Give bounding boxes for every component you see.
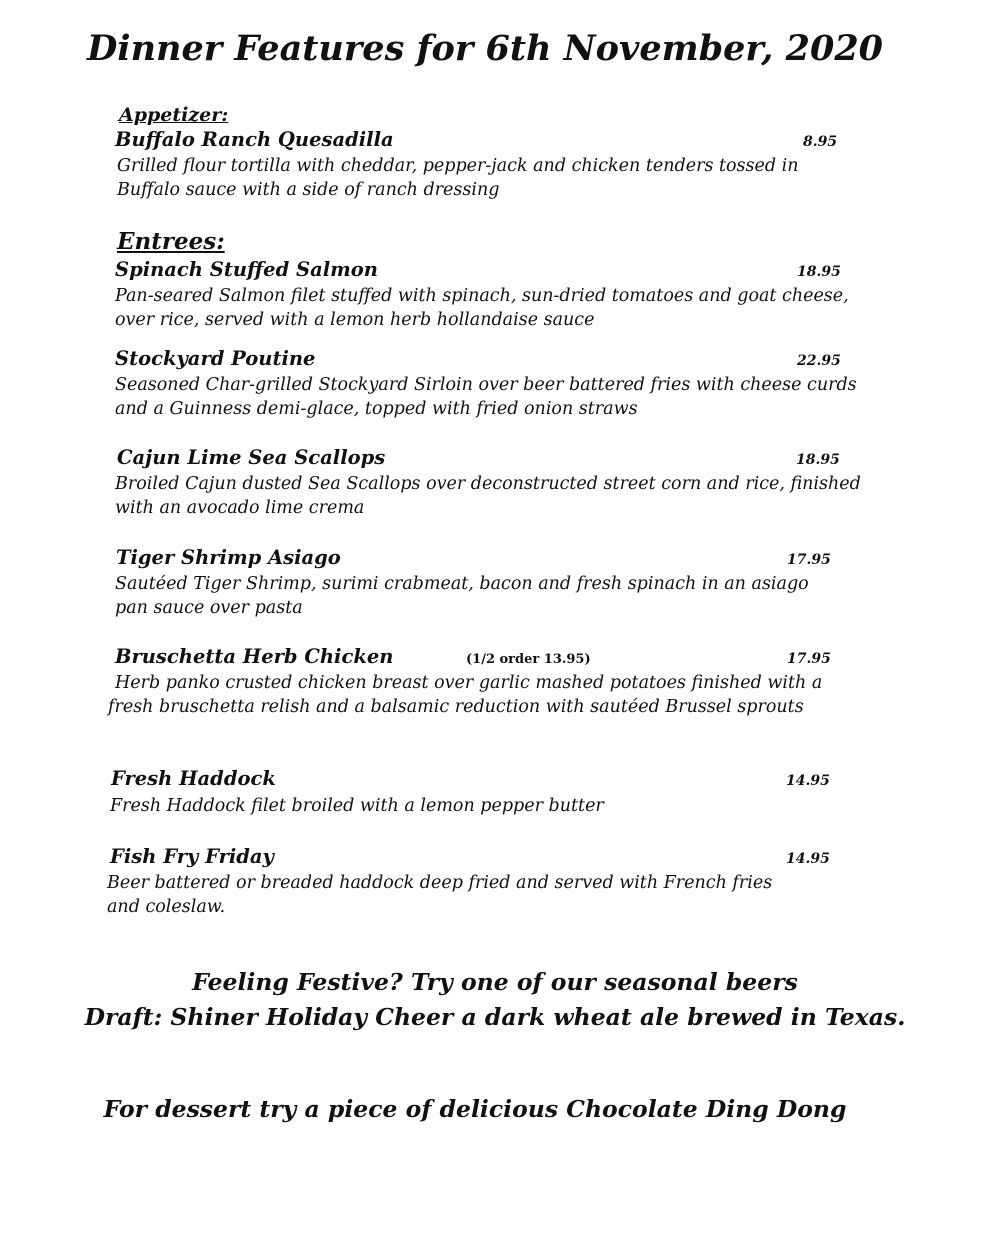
- dessert-line: For dessert try a piece of delicious Chocolate Ding Dong: [103, 1095, 847, 1123]
- half-order-price: (1/2 order 13.95): [466, 652, 591, 667]
- menu-item-desc-line: Broiled Cajun dusted Sea Scallops over deconstructed street corn and rice, finished: [115, 474, 861, 494]
- menu-item-desc-line: Seasoned Char-grilled Stockyard Sirloin over beer battered fries with cheese curds: [115, 375, 857, 395]
- menu-item-name: Bruschetta Herb Chicken: [115, 645, 394, 668]
- page-title: Dinner Features for 6th November, 2020: [86, 28, 884, 69]
- menu-item-desc-line: Herb panko crusted chicken breast over garlic mashed potatoes finished with a: [115, 673, 823, 693]
- entrees-heading: Entrees:: [117, 228, 225, 255]
- menu-item-price: 17.95: [787, 552, 831, 568]
- menu-item-price: 18.95: [797, 264, 841, 280]
- appetizer-name: Buffalo Ranch Quesadilla: [115, 128, 394, 151]
- menu-item-desc-line: pan sauce over pasta: [115, 598, 303, 618]
- menu-item-desc-line: and a Guinness demi-glace, topped with fried onion straws: [115, 399, 638, 419]
- menu-item-price: 22.95: [797, 353, 841, 369]
- menu-item-price: 14.95: [786, 773, 830, 789]
- menu-item-name: Stockyard Poutine: [115, 347, 316, 370]
- festive-line: Feeling Festive? Try one of our seasonal beers: [192, 968, 798, 996]
- menu-item-desc-line: fresh bruschetta relish and a balsamic reduction with sautéed Brussel sprouts: [108, 697, 804, 717]
- appetizer-desc-line: Grilled flour tortilla with cheddar, pepper-jack and chicken tenders tossed in: [117, 156, 799, 176]
- menu-item-desc-line: with an avocado lime crema: [115, 498, 365, 518]
- menu-item-desc-line: Beer battered or breaded haddock deep fried and served with French fries: [107, 873, 773, 893]
- menu-item-desc-line: over rice, served with a lemon herb hollandaise sauce: [115, 310, 595, 330]
- appetizer-price: 8.95: [803, 134, 838, 150]
- menu-item-name: Cajun Lime Sea Scallops: [117, 446, 386, 469]
- menu-item-desc-line: Pan-seared Salmon filet stuffed with spinach, sun-dried tomatoes and goat cheese,: [115, 286, 849, 306]
- menu-item-desc-line: and coleslaw.: [107, 897, 226, 917]
- menu-item-name: Spinach Stuffed Salmon: [115, 258, 378, 281]
- menu-item-price: 14.95: [786, 851, 830, 867]
- menu-item-desc-line: Sautéed Tiger Shrimp, surimi crabmeat, bacon and fresh spinach in an asiago: [115, 574, 809, 594]
- menu-item-name: Fresh Haddock: [111, 767, 276, 790]
- menu-item-price: 18.95: [796, 452, 840, 468]
- menu-item-price: 17.95: [787, 651, 831, 667]
- menu-item-name: Fish Fry Friday: [110, 845, 274, 868]
- appetizer-heading: Appetizer:: [119, 104, 229, 126]
- menu-item-name: Tiger Shrimp Asiago: [116, 546, 341, 569]
- appetizer-desc-line: Buffalo sauce with a side of ranch dressing: [117, 180, 500, 200]
- menu-item-desc-line: Fresh Haddock filet broiled with a lemon pepper butter: [110, 796, 604, 816]
- draft-beer-line: Draft: Shiner Holiday Cheer a dark wheat ale brewed in Texas.: [84, 1003, 906, 1031]
